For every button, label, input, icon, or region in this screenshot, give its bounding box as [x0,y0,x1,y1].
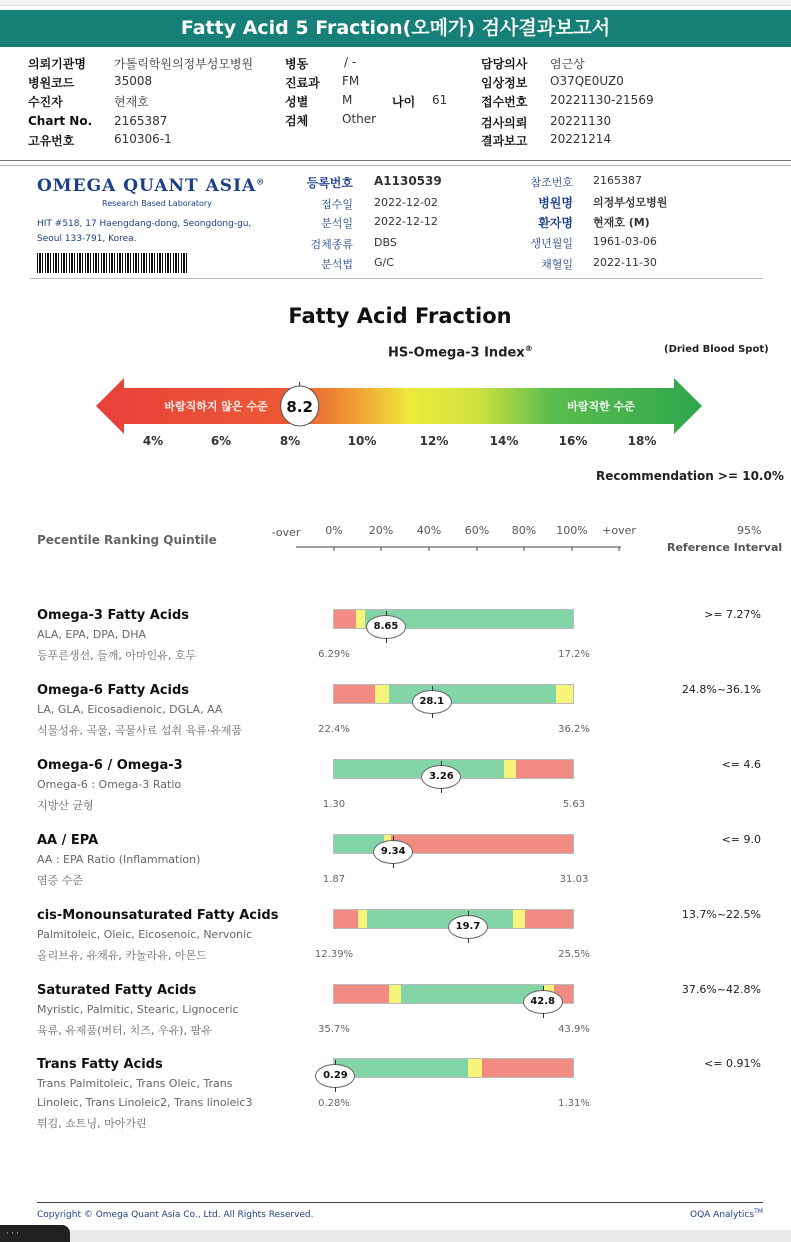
omega3-index-arrow [96,376,704,436]
fatty-acid-value-marker: 9.34 [373,840,413,864]
oqa-analytics [690,1208,763,1220]
bar-segment [525,910,573,928]
oqa-analytics-text: OQA Analytics [690,1210,755,1220]
fatty-acid-max: 31.03 [559,874,589,885]
age-label: 나이 [392,95,416,109]
institution-label: 의뢰기관명 [28,57,86,71]
receipt-label: 접수번호 [481,95,528,109]
method-label: 분석법 [321,258,353,271]
birth-value: 1961-03-06 [593,235,657,248]
sample-type-label: 검체종류 [310,238,353,251]
percentile-tick: 60% [464,524,490,537]
fatty-acid-food-source: 육류, 유제품(버터, 치즈, 우유), 팜유 [37,1024,212,1037]
fatty-acid-max: 25.5% [558,949,590,960]
recommendation: Recommendation >= 10.0% [596,469,784,483]
analysis-value: 2022-12-12 [374,215,438,228]
index-title [388,344,533,360]
reg-no-value: A1130539 [374,174,442,188]
reference-interval-label: Reference Interval [667,541,783,554]
fatty-acid-reference: >= 7.27% [704,608,761,621]
result-date-label: 결과보고 [481,134,528,148]
dept-label: 진료과 [285,76,320,90]
info-row-3 [28,93,768,112]
fraction-title: Fatty Acid Fraction [288,304,512,328]
fatty-acid-max: 17.2% [558,649,590,660]
sample-type-value: DBS [374,236,397,249]
bar-segment [334,910,358,928]
registration-divider [30,278,763,279]
fatty-acid-components: LA, GLA, Eicosadienoic, DGLA, AA [37,703,223,716]
fatty-acid-name: Trans Fatty Acids [37,1057,163,1072]
fatty-acid-name: Omega-3 Fatty Acids [37,608,190,623]
header-divider-2 [0,165,791,166]
patient-label: 수진자 [28,95,63,109]
info-row-1 [28,55,768,74]
marker-value: 8.2 [286,398,313,416]
result-date-value: 20221214 [550,132,612,146]
top-border [0,0,791,6]
info-row-5 [28,132,768,151]
fatty-acid-reference: 13.7%~22.5% [681,908,761,921]
lab-logo [37,176,265,196]
fatty-acid-food-source: 지방산 균형 [37,799,94,812]
bar-segment [334,610,356,628]
fatty-acid-food-source: 튀김, 쇼트닝, 마아가린 [37,1117,147,1130]
fatty-acid-components: Myristic, Palmitic, Stearic, Lignoceric [37,1003,239,1016]
fatty-acid-name: Saturated Fatty Acids [37,983,197,998]
receive-value: 2022-12-02 [374,196,438,209]
chart-value: 2165387 [114,114,168,128]
fatty-acid-name: Omega-6 / Omega-3 [37,758,183,773]
ref-no-value: 2165387 [593,174,642,187]
fatty-acid-max: 1.31% [558,1098,590,1109]
lab-address-2: Seoul 133-791, Korea. [37,234,137,244]
fatty-acid-value-marker: 42.8 [523,990,563,1014]
oqa-trademark: TM [754,1208,763,1215]
lab-registered-mark: ® [256,176,266,187]
scale-label: 14% [489,434,519,448]
fatty-acid-components: AA : EPA Ratio (Inflammation) [37,853,201,866]
barcode [37,253,187,273]
arrow-low-label: 바람직하지 않은 수준 [164,400,268,413]
fatty-acid-food-source: 등푸른생선, 들깨, 아마인유, 호두 [37,649,197,662]
draw-value: 2022-11-30 [593,256,657,269]
fatty-acid-food-source: 식물성유, 곡물, 곡물사료 섭취 육류·유제품 [37,724,243,737]
specimen-label: 검체 [285,114,309,128]
fatty-acid-max: 5.63 [562,799,586,810]
birth-label: 생년월일 [530,237,573,250]
fatty-acid-value-marker: 0.29 [315,1064,355,1088]
fatty-acid-bar [333,684,574,704]
lab-address-1: HIT #518, 17 Haengdang-dong, Seongdong-gu, [37,219,252,229]
reg-patient-label: 환자명 [538,216,573,230]
bottom-strip [0,1230,791,1242]
fatty-acid-food-source: 염증 수준 [37,874,84,887]
lab-subtitle: Research Based Laboratory [102,199,212,208]
scale-label: 16% [558,434,588,448]
bar-segment [482,1059,573,1077]
patient-value: 현재호 [114,95,149,109]
fatty-acid-min: 1.30 [322,799,346,810]
fatty-acid-max: 36.2% [558,724,590,735]
fatty-acid-name: Omega-6 Fatty Acids [37,683,190,698]
fatty-acid-value-marker: 19.7 [448,915,488,939]
percentile-title: Pecentile Ranking Quintile [37,533,217,547]
unique-label: 고유번호 [28,134,75,148]
scale-label: 12% [419,434,449,448]
bar-segment [334,685,375,703]
dept-value: FM [342,74,360,88]
percentile-axis [296,545,626,557]
fatty-acid-value-marker: 8.65 [366,615,406,639]
reg-patient-value: 현재호 (M) [593,216,650,229]
age-value: 61 [432,93,448,107]
fatty-acid-reference: <= 9.0 [721,833,761,846]
scale-label: 4% [142,434,164,448]
bar-segment [556,685,573,703]
draw-label: 채혈일 [541,258,573,271]
fatty-acid-components: Palmitoleic, Oleic, Eicosenoic, Nervonic [37,928,253,941]
percentile-tick: 80% [511,524,537,537]
ward-label: 병동 [285,57,309,71]
ref-no-label: 참조번호 [530,176,573,189]
header-divider [0,160,791,161]
bar-segment [389,985,401,1003]
scale-label: 10% [347,434,377,448]
bar-segment [334,760,504,778]
scale-label: 8% [279,434,301,448]
sex-value: M [342,93,353,107]
fatty-acid-reference: <= 4.6 [721,758,761,771]
bar-segment [334,985,389,1003]
bar-segment [504,760,516,778]
hospital-code-label: 병원코드 [28,76,75,90]
fatty-acid-reference: 24.8%~36.1% [681,683,761,696]
sample-note: (Dried Blood Spot) [664,344,769,355]
lab-name: OMEGA QUANT ASIA [37,176,257,196]
bar-segment [375,685,389,703]
bar-segment [391,835,573,853]
fatty-acid-bar [333,834,574,854]
doctor-label: 담당의사 [481,57,528,71]
receive-label: 접수일 [321,198,353,211]
fatty-acid-name: cis-Monounsaturated Fatty Acids [37,908,279,923]
fatty-acid-min: 22.4% [318,724,350,735]
bar-segment [468,1059,482,1077]
reference-percent: 95% [737,524,762,537]
hospital-label: 병원명 [538,196,573,210]
fatty-acid-food-source: 올리브유, 유채유, 카놀라유, 아몬드 [37,949,207,962]
percentile-tick: 40% [416,524,442,537]
clinical-value: O37QE0UZ0 [550,74,624,88]
hospital-value: 의정부성모병원 [593,196,668,209]
fatty-acid-components: ALA, EPA, DPA, DHA [37,628,147,641]
unique-value: 610306-1 [114,132,172,146]
scale-label: 18% [627,434,657,448]
fatty-acid-reference: 37.6%~42.8% [681,983,761,996]
taskbar-tab[interactable]: · · · [0,1225,70,1242]
request-date-label: 검사의뢰 [481,116,528,130]
analysis-label: 분석일 [321,217,353,230]
fatty-acid-value-marker: 28.1 [412,690,452,714]
institution-value: 가톨릭학원의정부성모병원 [114,57,254,71]
percentile-tick: 0% [325,524,343,537]
ward-value: / - [344,55,357,69]
info-row-4 [28,114,768,133]
fatty-acid-reference: <= 0.91% [704,1057,761,1070]
method-value: G/C [374,256,394,269]
arrow-high-label: 바람직한 수준 [567,400,635,413]
fatty-acid-min: 0.28% [318,1098,350,1109]
footer-divider [37,1202,763,1203]
fatty-acid-min: 1.87 [322,874,346,885]
scale-label: 6% [210,434,232,448]
clinical-label: 임상정보 [481,76,528,90]
percentile-tick: +over [602,524,636,537]
fatty-acid-min: 35.7% [318,1024,350,1035]
request-date-value: 20221130 [550,114,612,128]
specimen-value: Other [342,112,377,126]
patient-info [28,55,768,151]
bar-segment [367,910,513,928]
axis-ticks [334,547,619,551]
hospital-code-value: 35008 [114,74,153,88]
bar-segment [513,910,525,928]
fatty-acid-components: Omega-6 : Omega-3 Ratio [37,778,182,791]
reg-no-label: 등록번호 [306,176,353,190]
report-title: Fatty Acid 5 Fraction(오메가) 검사결과보고서 [0,10,791,47]
copyright: Copyright © Omega Quant Asia Co., Ltd. All Rights Reserved. [37,1210,314,1220]
percentile-tick: 100% [556,524,588,537]
index-title-text: HS-Omega-3 Index [388,345,525,361]
doctor-value: 염근상 [550,57,585,71]
fatty-acid-min: 12.39% [314,949,354,960]
fatty-acid-max: 43.9% [558,1024,590,1035]
fatty-acid-components-2: Linoleic, Trans Linoleic2, Trans linoleic3 [37,1096,253,1109]
fatty-acid-value-marker: 3.26 [421,765,461,789]
percentile-tick: -over [271,526,301,539]
fatty-acid-components: Trans Palmitoleic, Trans Oleic, Trans [37,1077,233,1090]
fatty-acid-bar [333,1058,574,1078]
fatty-acid-name: AA / EPA [37,833,99,848]
info-row-2 [28,74,768,93]
chart-label: Chart No. [28,114,93,128]
index-registered-mark: ® [524,344,533,353]
bar-segment [358,910,368,928]
fatty-acid-min: 6.29% [318,649,350,660]
bar-segment [356,610,366,628]
bar-segment [516,760,573,778]
percentile-tick: 20% [368,524,394,537]
receipt-value: 20221130-21569 [550,93,654,107]
sex-label: 성별 [285,95,309,109]
